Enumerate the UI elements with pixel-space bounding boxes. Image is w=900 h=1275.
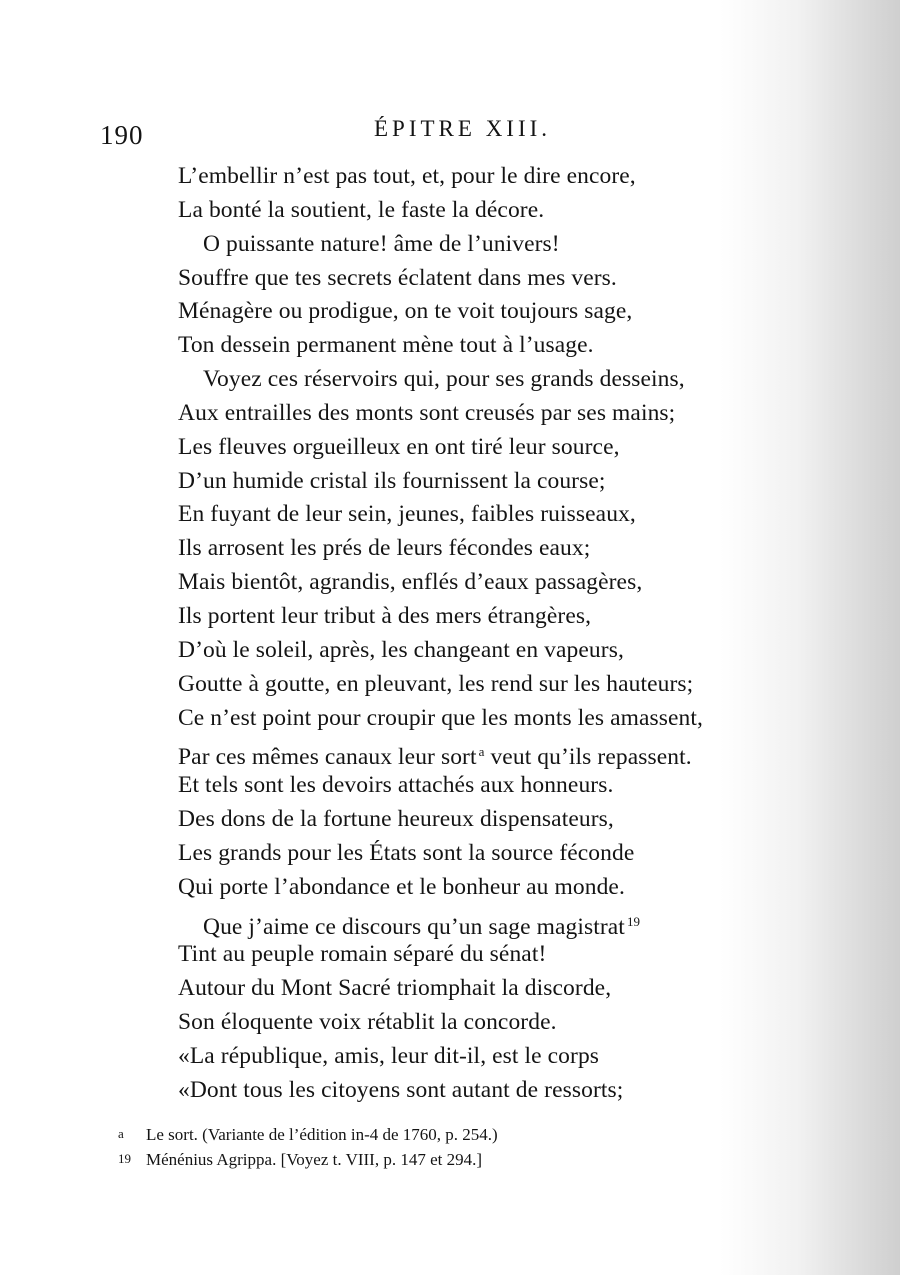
verse-block xyxy=(178,160,798,1108)
verse-line xyxy=(178,702,798,736)
verse-line xyxy=(178,498,798,532)
verse-line xyxy=(178,566,798,600)
verse-text: Goutte à goutte, en pleuvant, les rend sur les hauteurs; xyxy=(178,670,694,697)
verse-line xyxy=(178,803,798,837)
verse-text: Son éloquente voix rétablit la concorde. xyxy=(178,1009,557,1036)
verse-text: Souffre que tes secrets éclatent dans mes vers. xyxy=(178,264,617,291)
verse-text: En fuyant de leur sein, jeunes, faibles ruisseaux, xyxy=(178,501,636,528)
verse-text: Et tels sont les devoirs attachés aux honneurs. xyxy=(178,772,614,799)
verse-text: Qui porte l’abondance et le bonheur au monde. xyxy=(178,873,625,900)
verse-line xyxy=(178,363,798,397)
footnotes xyxy=(118,1121,798,1171)
footnote-mark: 19 xyxy=(118,1151,131,1166)
verse-line xyxy=(178,837,798,871)
verse-text: Ils arrosent les prés de leurs fécondes eaux; xyxy=(178,535,591,562)
verse-line xyxy=(178,532,798,566)
verse-text: Que j’aime ce discours qu’un sage magistrat xyxy=(203,913,625,940)
page-number: 190 xyxy=(100,120,144,150)
verse-line xyxy=(178,972,798,1006)
verse-text: Les fleuves orgueilleux en ont tiré leur source, xyxy=(178,433,620,460)
verse-text: Mais bientôt, agrandis, enflés d’eaux passagères, xyxy=(178,569,643,596)
verse-line xyxy=(178,938,798,972)
verse-line xyxy=(178,905,798,939)
footnote-reference: 19 xyxy=(626,913,641,929)
footnote-text: Ménénius Agrippa. [Voyez t. VIII, p. 147 et 294.] xyxy=(146,1150,483,1169)
verse-line xyxy=(178,634,798,668)
verse-text: «Dont tous les citoyens sont autant de ressorts; xyxy=(178,1076,624,1103)
footnote-mark: a xyxy=(118,1126,124,1141)
verse-text: D’un humide cristal ils fournissent la course; xyxy=(178,467,606,494)
verse-text: Ce n’est point pour croupir que les monts les amassent, xyxy=(178,704,704,731)
verse-text: Autour du Mont Sacré triomphait la discorde, xyxy=(178,975,612,1002)
verse-line xyxy=(178,397,798,431)
verse-line xyxy=(178,1040,798,1074)
verse-text: Tint au peuple romain séparé du sénat! xyxy=(178,941,547,968)
footnote xyxy=(118,1121,798,1146)
verse-line xyxy=(178,735,798,769)
verse-text: L’embellir n’est pas tout, et, pour le dire encore, xyxy=(178,163,636,189)
verse-text: Des dons de la fortune heureux dispensateurs, xyxy=(178,806,614,833)
verse-line xyxy=(178,228,798,262)
verse-text: Ton dessein permanent mène tout à l’usage. xyxy=(178,332,594,359)
footnote-text: Le sort. (Variante de l’édition in-4 de 1760, p. 254.) xyxy=(146,1125,498,1144)
page-header xyxy=(0,112,900,150)
verse-text: La bonté la soutient, le faste la décore. xyxy=(178,196,545,223)
verse-text: Aux entrailles des monts sont creusés par ses mains; xyxy=(178,399,676,426)
verse-text: Les grands pour les États sont la source féconde xyxy=(178,839,635,866)
verse-line xyxy=(178,431,798,465)
verse-text: «La république, amis, leur dit-il, est le corps xyxy=(178,1042,600,1069)
verse-line xyxy=(178,871,798,905)
verse-line xyxy=(178,295,798,329)
verse-text: Ménagère ou prodigue, on te voit toujours sage, xyxy=(178,298,633,325)
running-title: ÉPITRE XIII. xyxy=(374,116,552,141)
verse-text: Ils portent leur tribut à des mers étrangères, xyxy=(178,602,592,629)
verse-text-continuation: veut qu’ils repassent. xyxy=(484,744,692,771)
verse-line xyxy=(178,194,798,228)
verse-text: Par ces mêmes canaux leur sort xyxy=(178,744,477,771)
verse-line xyxy=(178,668,798,702)
verse-line xyxy=(178,160,798,194)
verse-line xyxy=(178,600,798,634)
verse-text: O puissante nature! âme de l’univers! xyxy=(203,230,560,257)
verse-line xyxy=(178,465,798,499)
verse-line xyxy=(178,329,798,363)
verse-line xyxy=(178,1074,798,1108)
verse-text: Voyez ces réservoirs qui, pour ses grands desseins, xyxy=(203,366,685,393)
verse-text: D’où le soleil, après, les changeant en vapeurs, xyxy=(178,636,624,663)
footnote xyxy=(118,1146,798,1171)
verse-line xyxy=(178,1006,798,1040)
verse-line xyxy=(178,262,798,296)
verse-line xyxy=(178,769,798,803)
footnote-reference: a xyxy=(478,744,485,760)
